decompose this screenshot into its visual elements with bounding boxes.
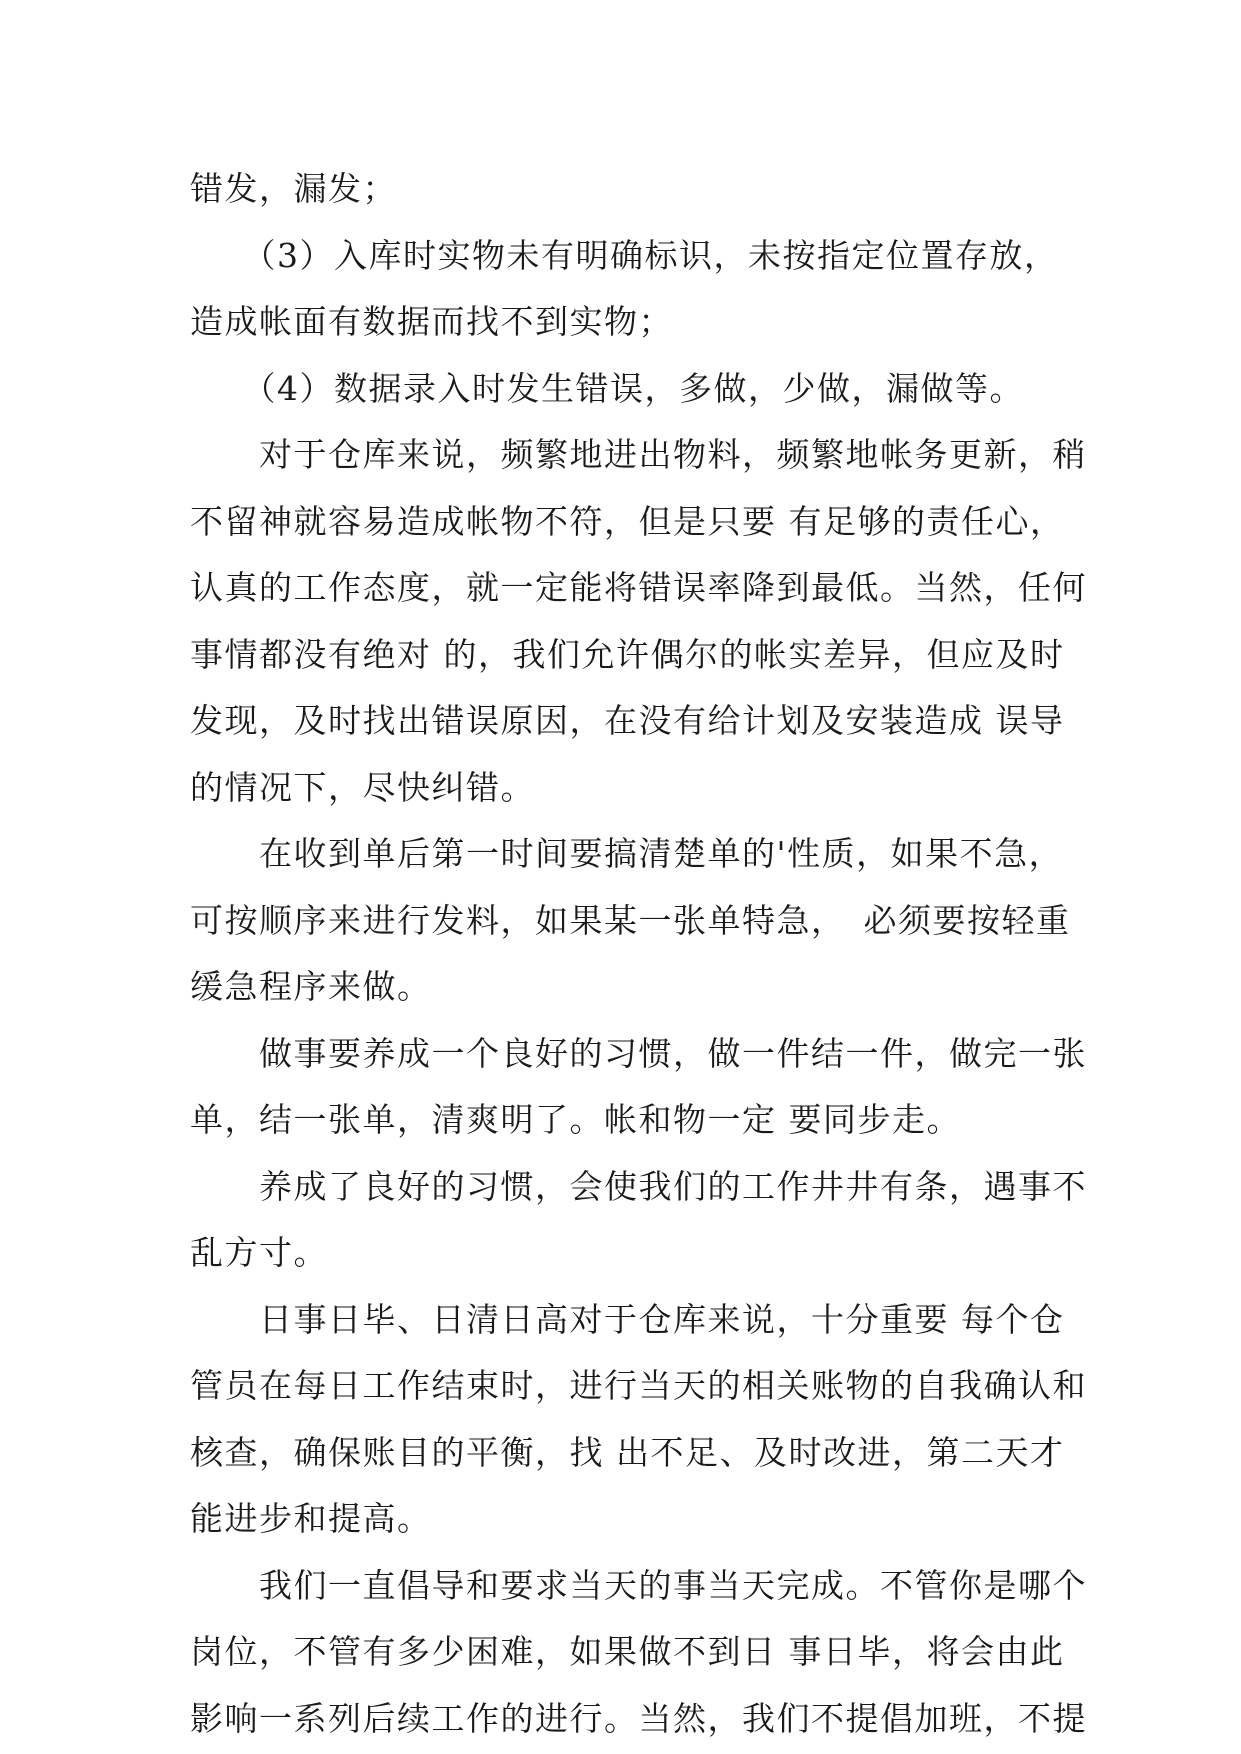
text-line: 做事要养成一个良好的习惯，做一件结一件，做完一张: [190, 1033, 1087, 1073]
text-line: 认真的工作态度，就一定能将错误率降到最低。当然，任何: [190, 568, 1087, 607]
text-line: 可按顺序来进行发料，如果某一张单特急， 必须要按轻重: [190, 900, 1071, 940]
text-line: 不留神就容易造成帐物不符，但是只要 有足够的责任心，: [190, 501, 1065, 541]
text-line: 管员在每日工作结束时，进行当天的相关账物的自我确认和: [190, 1366, 1087, 1405]
text-line: 能进步和提高。: [190, 1499, 432, 1538]
text-line: 缓急程序来做。: [190, 967, 432, 1006]
text-line: 养成了良好的习惯，会使我们的工作井井有条，遇事不: [190, 1166, 1087, 1206]
text-line: 事情都没有绝对 的，我们允许偶尔的帐实差异，但应及时: [190, 634, 1065, 674]
text-line: 的情况下，尽快纠错。: [190, 767, 535, 807]
text-line: （4）数据录入时发生错误，多做，少做，漏做等。: [190, 368, 1024, 408]
text-line: 我们一直倡导和要求当天的事当天完成。不管你是哪个: [190, 1565, 1087, 1605]
text-line: （3）入库时实物未有明确标识，未按指定位置存放，: [190, 235, 1059, 275]
text-line: 错发，漏发；: [190, 169, 397, 208]
text-line: 单，结一张单，清爽明了。帐和物一定 要同步走。: [190, 1100, 961, 1139]
text-line: 乱方寸。: [190, 1233, 328, 1272]
text-line: 岗位，不管有多少困难，如果做不到日 事日毕，将会由此: [190, 1632, 1065, 1671]
text-line: 造成帐面有数据而找不到实物；: [190, 302, 673, 341]
text-line: 对于仓库来说，频繁地进出物料，频繁地帐务更新，稍: [190, 435, 1087, 474]
body-text: [190, 156, 1087, 1752]
text-line: 在收到单后第一时间要搞清楚单的'性质，如果不急，: [190, 834, 1064, 873]
text-line: 影响一系列后续工作的进行。当然，我们不提倡加班，不提: [190, 1698, 1087, 1738]
text-line: 日事日毕、日清日高对于仓库来说，十分重要 每个仓: [190, 1299, 1065, 1339]
text-line: 核查，确保账目的平衡，找 出不足、及时改进，第二天才: [190, 1432, 1065, 1472]
text-line: 发现，及时找出错误原因，在没有给计划及安装造成 误导: [190, 701, 1065, 740]
